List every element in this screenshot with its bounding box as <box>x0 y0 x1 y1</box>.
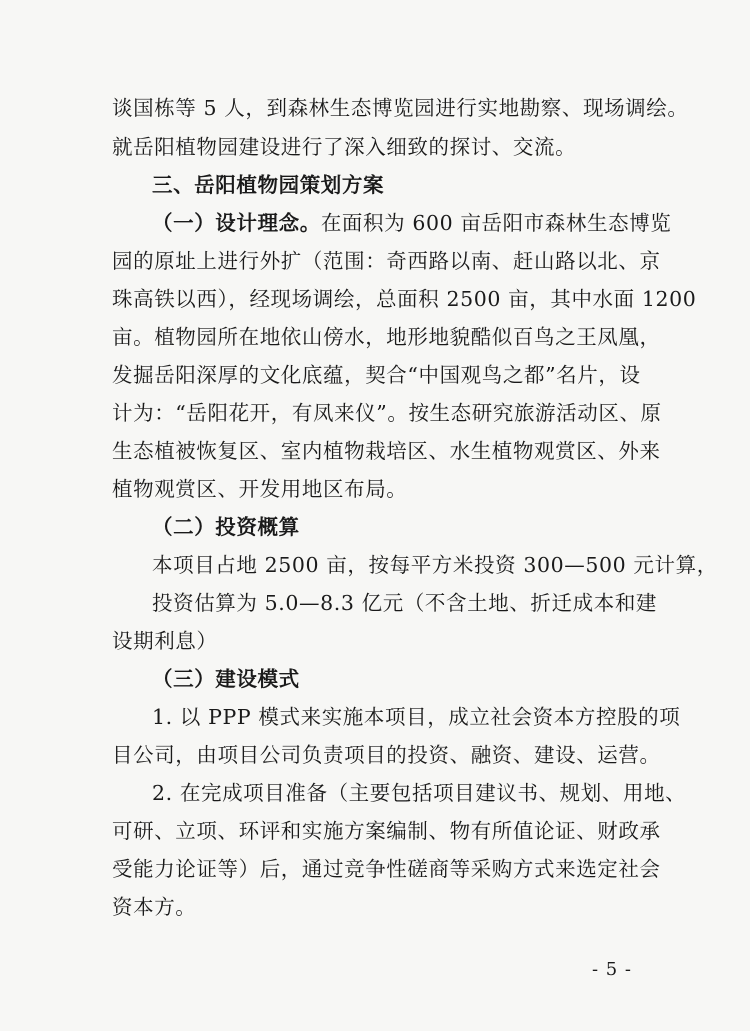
subsection-heading-investment: （二）投资概算 <box>152 515 300 539</box>
design-concept-text: 在面积为 600 亩岳阳市森林生态博览 <box>320 211 672 235</box>
section-heading: 三、岳阳植物园策划方案 <box>152 173 385 197</box>
body-line-5: 园的原址上进行外扩（范围：奇西路以南、赶山路以北、京 <box>112 249 661 273</box>
body-line-17: 1. 以 PPP 模式来实施本项目，成立社会资本方控股的项 <box>152 705 681 729</box>
subsection-heading-design: （一）设计理念。 <box>152 211 321 235</box>
subsection-heading-construction: （三）建设模式 <box>152 667 300 691</box>
body-line-14: 投资估算为 5.0—8.3 亿元（不含土地、折迁成本和建 <box>152 591 658 615</box>
body-line-2: 就岳阳植物园建设进行了深入细致的探讨、交流。 <box>112 135 577 159</box>
body-line-18: 目公司，由项目公司负责项目的投资、融资、建设、运营。 <box>112 743 661 767</box>
body-line-22: 资本方。 <box>112 895 197 919</box>
body-line-13: 本项目占地 2500 亩，按每平方米投资 300—500 元计算， <box>152 553 718 577</box>
body-line-15: 设期利息） <box>112 629 218 653</box>
body-line-1: 谈国栋等 5 人，到森林生态博览园进行实地勘察、现场调绘。 <box>112 96 689 120</box>
body-line-8: 发掘岳阳深厚的文化底蕴，契合“中国观鸟之都”名片，设 <box>112 363 641 387</box>
body-line-21: 受能力论证等）后，通过竞争性磋商等采购方式来选定社会 <box>112 857 661 881</box>
body-line-20: 可研、立项、环评和实施方案编制、物有所值论证、财政承 <box>112 819 661 843</box>
body-line-19: 2. 在完成项目准备（主要包括项目建议书、规划、用地、 <box>152 781 687 805</box>
design-concept-line <box>152 209 671 237</box>
body-line-10: 生态植被恢复区、室内植物栽培区、水生植物观赏区、外来 <box>112 439 661 463</box>
body-line-9: 计为：“岳阳花开，有凤来仪”。按生态研究旅游活动区、原 <box>112 401 662 425</box>
body-line-7: 亩。植物园所在地依山傍水，地形地貌酷似百鸟之王凤凰， <box>112 325 661 349</box>
page-number: - 5 - <box>591 959 632 980</box>
body-line-6: 珠高铁以西），经现场调绘，总面积 2500 亩，其中水面 1200 <box>112 287 697 311</box>
body-line-11: 植物观赏区、开发用地区布局。 <box>112 477 408 501</box>
